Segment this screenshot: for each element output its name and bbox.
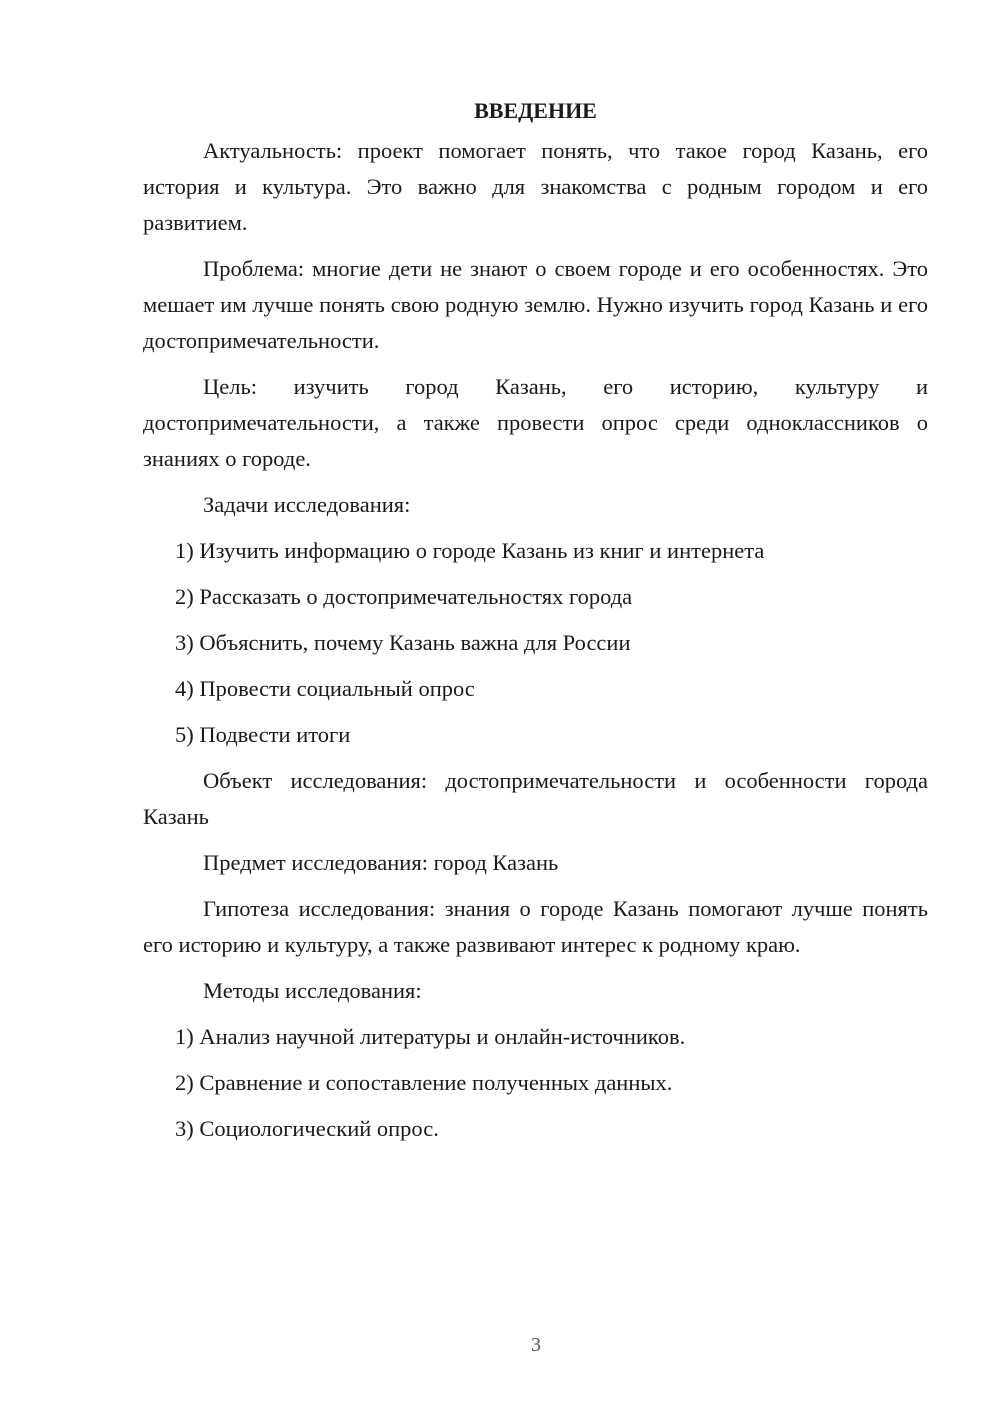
tasks-heading: Задачи исследования: — [203, 492, 411, 517]
methods-heading: Методы исследования: — [203, 978, 422, 1003]
list-item: 3) Социологический опрос. — [175, 1116, 439, 1141]
page-number: 3 — [531, 1334, 541, 1356]
list-item: 2) Сравнение и сопоставление полученных данных. — [175, 1070, 673, 1095]
subject-paragraph: Предмет исследования: город Казань — [203, 850, 559, 875]
methods-list — [143, 1019, 928, 1147]
list-item: 1) Изучить информацию о городе Казань из книг и интернета — [175, 538, 765, 563]
tasks-list — [143, 533, 928, 753]
section-title: ВВЕДЕНИЕ — [474, 98, 597, 123]
hypothesis-paragraph: Гипотеза исследования: знания о городе Казань помогают лучше понять его историю и культуру, а также развивают интерес к родному краю. — [143, 896, 928, 957]
goal-paragraph: Цель: изучить город Казань, его историю, культуру и достопримечательности, а также провести опрос среди одноклассников о знаниях о городе. — [143, 374, 928, 471]
list-item: 1) Анализ научной литературы и онлайн-источников. — [175, 1024, 686, 1049]
page-content — [143, 93, 928, 1157]
list-item: 4) Провести социальный опрос — [175, 676, 475, 701]
list-item: 3) Объяснить, почему Казань важна для России — [175, 630, 631, 655]
list-item: 5) Подвести итоги — [175, 722, 351, 747]
object-paragraph: Объект исследования: достопримечательности и особенности города Казань — [143, 768, 928, 829]
relevance-paragraph: Актуальность: проект помогает понять, что такое город Казань, его история и культура. Это важно для знакомства с родным городом и его развитием. — [143, 138, 928, 235]
list-item: 2) Рассказать о достопримечательностях города — [175, 584, 633, 609]
problem-paragraph: Проблема: многие дети не знают о своем городе и его особенностях. Это мешает им лучше понять свою родную землю. Нужно изучить город Казань и его достопримечательности. — [143, 256, 928, 353]
